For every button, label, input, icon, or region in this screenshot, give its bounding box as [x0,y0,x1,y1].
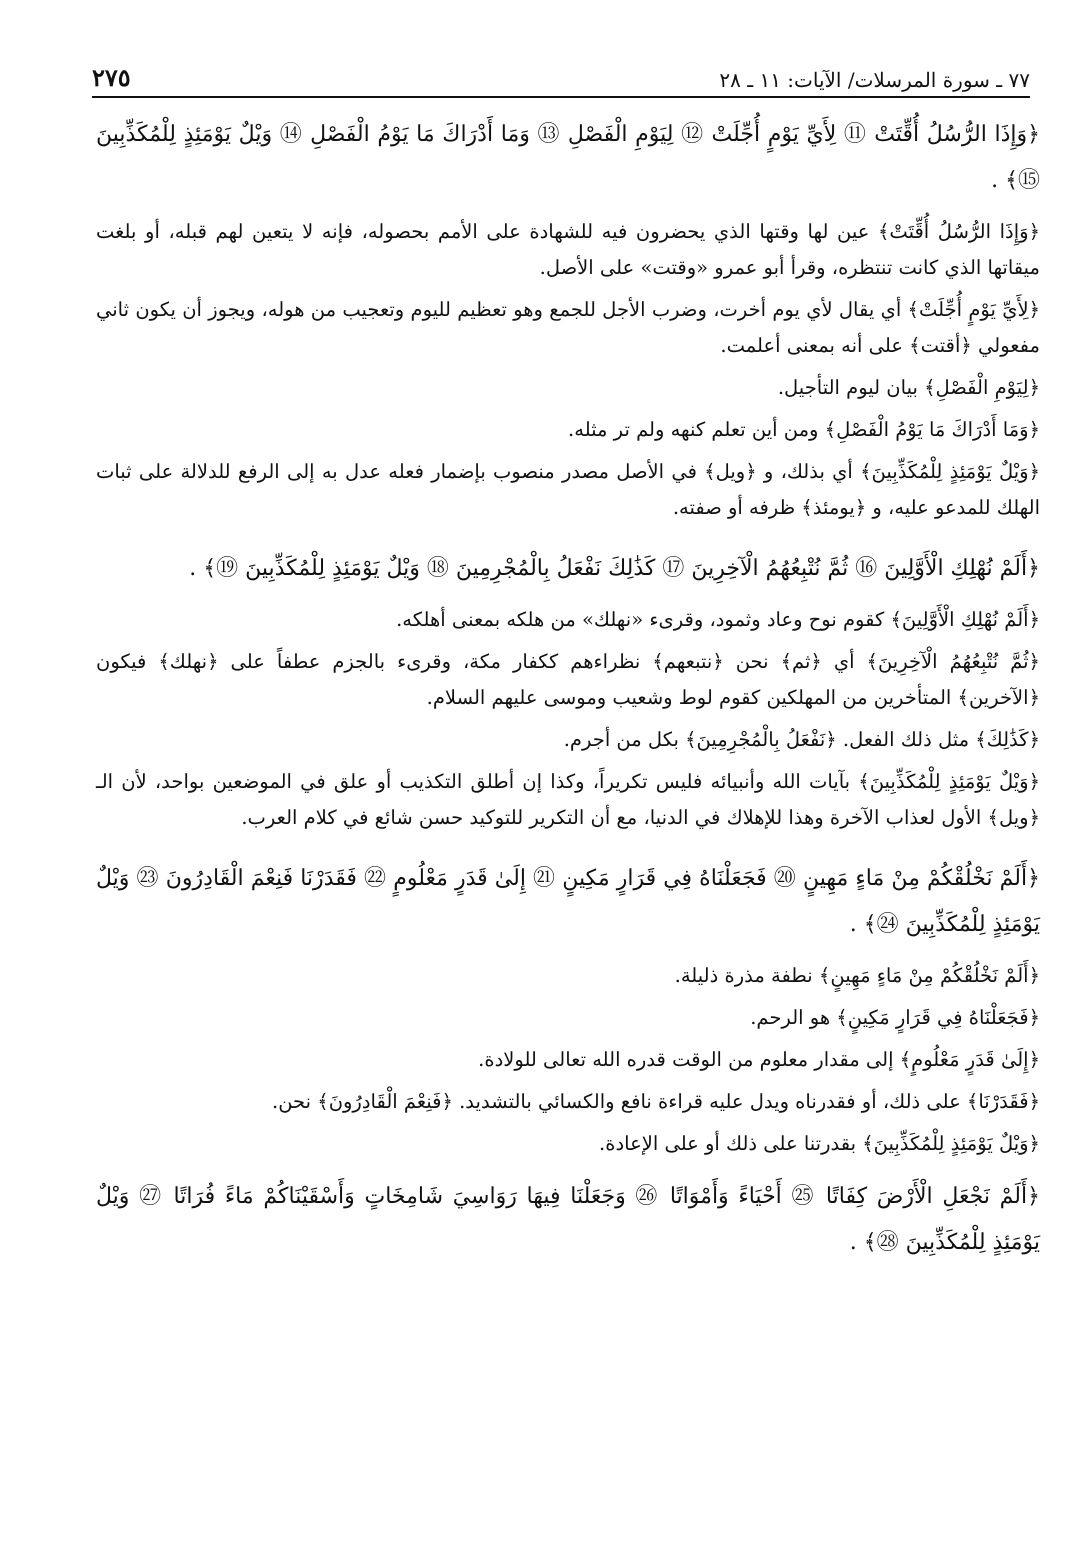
verse-block: ﴿أَلَمْ نَجْعَلِ الْأَرْضَ كِفَاتًا ㉕ أَحْيَاءً وَأَمْوَاتًا ㉖ وَجَعَلْنَا فِيهَا رَوَاسِيَ شَامِخَاتٍ وَأَسْقَيْنَاكُمْ مَاءً فُرَاتًا ㉗ وَيْلٌ يَوْمَئِذٍ لِلْمُكَذِّبِينَ ㉘﴾ . [96,1184,1040,1255]
commentary-paragraph: ﴿أَلَمْ نُهْلِكِ الْأَوَّلِينَ﴾ كقوم نوح وعاد وثمود، وقرىء «نهلك» من هلكه بمعنى أهلكه. [396,608,1040,631]
commentary-paragraph: ﴿وَإِذَا الرُّسُلُ أُقِّتَتْ﴾ عين لها وقتها الذي يحضرون فيه للشهادة على الأمم بحصوله، فإنه لا يتعين لهم قبله، أو بلغت ميقاتها الذي كانت تنتظره، وقرأ أبو عمرو «وقتت» على الأصل. [96,220,1040,279]
running-header: ٧٧ ـ سورة المرسلات/ الآيات: ١١ ـ ٢٨ [719,68,1030,92]
commentary-paragraph: ﴿وَيْلٌ يَوْمَئِذٍ لِلْمُكَذِّبِينَ﴾ بقدرتنا على ذلك أو على الإعادة. [599,1132,1040,1155]
commentary-paragraph: ﴿أَلَمْ نَخْلُقْكُمْ مِنْ مَاءٍ مَهِينٍ﴾ نطفة مذرة ذليلة. [674,964,1040,987]
verse-block: ﴿أَلَمْ نَخْلُقْكُمْ مِنْ مَاءٍ مَهِينٍ ⑳ فَجَعَلْنَاهُ فِي قَرَارٍ مَكِينٍ ㉑ إِلَىٰ قَدَرٍ مَعْلُومٍ ㉒ فَقَدَرْنَا فَنِعْمَ الْقَادِرُونَ ㉓ وَيْلٌ يَوْمَئِذٍ لِلْمُكَذِّبِينَ ㉔﴾ . [96,866,1040,937]
commentary-paragraph: ﴿وَمَا أَدْرَاكَ مَا يَوْمُ الْفَصْلِ﴾ ومن أين تعلم كنهه ولم تر مثله. [568,418,1040,441]
verse-block: ﴿وَإِذَا الرُّسُلُ أُقِّتَتْ ⑪ لِأَيِّ يَوْمٍ أُجِّلَتْ ⑫ لِيَوْمِ الْفَصْلِ ⑬ وَمَا أَدْرَاكَ مَا يَوْمُ الْفَصْلِ ⑭ وَيْلٌ يَوْمَئِذٍ لِلْمُكَذِّبِينَ ⑮﴾ . [96,122,1040,193]
commentary-paragraph: ﴿ثُمَّ نُتْبِعُهُمُ الْآخِرِينَ﴾ أي ﴿ثم﴾ نحن ﴿نتبعهم﴾ نظراءهم ككفار مكة، وقرىء بالجزم عطفاً على ﴿نهلك﴾ فيكون ﴿الآخرين﴾ المتأخرين من المهلكين كقوم لوط وشعيب وموسى عليهم السلام. [96,650,1040,709]
page-body [96,112,1040,1276]
commentary-paragraph: ﴿وَيْلٌ يَوْمَئِذٍ لِلْمُكَذِّبِينَ﴾ أي بذلك، و ﴿ويل﴾ في الأصل مصدر منصوب بإضمار فعله عدل به إلى الرفع للدلالة على ثبات الهلك للمدعو عليه، و ﴿يومئذ﴾ ظرفه أو صفته. [96,460,1040,519]
commentary-paragraph: ﴿إِلَىٰ قَدَرٍ مَعْلُومٍ﴾ إلى مقدار معلوم من الوقت قدره الله تعالى للولادة. [478,1048,1040,1071]
page-number: ٢٧٥ [92,63,131,92]
commentary-paragraph: ﴿وَيْلٌ يَوْمَئِذٍ لِلْمُكَذِّبِينَ﴾ بآيات الله وأنبيائه فليس تكريراً، وكذا إن أطلق التكذيب أو علق في الموضعين بواحد، لأن الـ ﴿ويل﴾ الأول لعذاب الآخرة وهذا للإهلاك في الدنيا، مع أن التكرير للتوكيد حسن شائع في كلام العرب. [96,770,1040,829]
commentary-paragraph: ﴿فَجَعَلْنَاهُ فِي قَرَارٍ مَكِينٍ﴾ هو الرحم. [750,1006,1040,1029]
commentary-paragraph: ﴿لِيَوْمِ الْفَصْلِ﴾ بيان ليوم التأجيل. [777,376,1040,399]
commentary-paragraph: ﴿كَذَٰلِكَ﴾ مثل ذلك الفعل. ﴿نَفْعَلُ بِالْمُجْرِمِينَ﴾ بكل من أجرم. [563,728,1040,751]
commentary-paragraph: ﴿لِأَيِّ يَوْمٍ أُجِّلَتْ﴾ أي يقال لأي يوم أخرت، وضرب الأجل للجمع وهو تعظيم لليوم وتعجيب من هوله، ويجوز أن يكون ثاني مفعولي ﴿أقتت﴾ على أنه بمعنى أعلمت. [96,298,1040,357]
page-header [92,52,1030,98]
commentary-paragraph: ﴿فَقَدَرْنَا﴾ على ذلك، أو فقدرناه ويدل عليه قراءة نافع والكسائي بالتشديد. ﴿فَنِعْمَ الْقَادِرُونَ﴾ نحن. [272,1090,1040,1113]
verse-block: ﴿أَلَمْ نُهْلِكِ الْأَوَّلِينَ ⑯ ثُمَّ نُتْبِعُهُمُ الْآخِرِينَ ⑰ كَذَٰلِكَ نَفْعَلُ بِالْمُجْرِمِينَ ⑱ وَيْلٌ يَوْمَئِذٍ لِلْمُكَذِّبِينَ ⑲﴾ . [189,556,1040,581]
